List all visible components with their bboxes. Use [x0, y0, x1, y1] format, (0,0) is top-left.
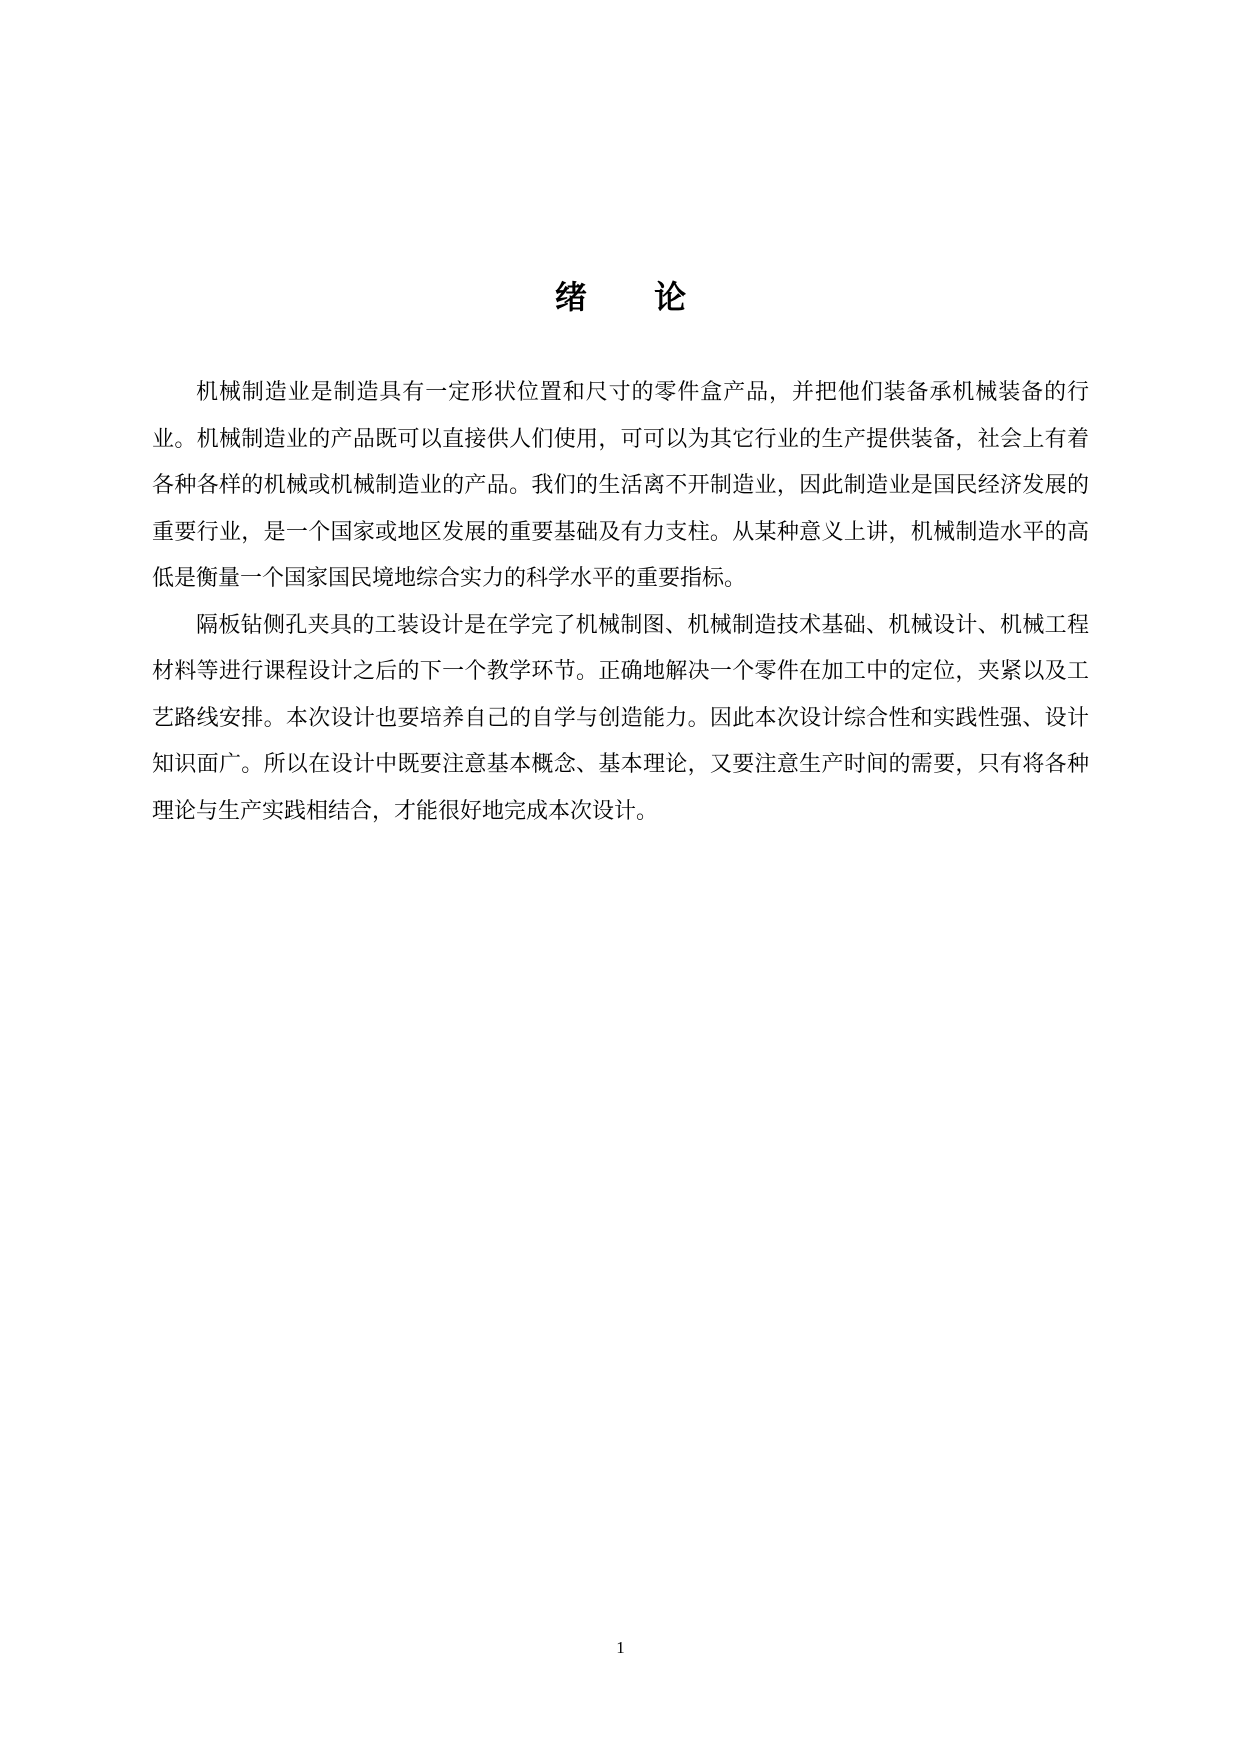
body-text — [152, 370, 1089, 835]
page-title: 绪 论 — [554, 278, 715, 317]
page-number: 1 — [616, 1638, 625, 1657]
paragraph-1: 机械制造业是制造具有一定形状位置和尺寸的零件盒产品，并把他们装备承机械装备的行业。机械制造业的产品既可以直接供人们使用，可可以为其它行业的生产提供装备，社会上有着各种各样的机械或机械制造业的产品。我们的生活离不开制造业，因此制造业是国民经济发展的重要行业，是一个国家或地区发展的重要基础及有力支柱。从某种意义上讲，机械制造水平的高低是衡量一个国家国民境地综合实力的科学水平的重要指标。 — [152, 380, 1089, 591]
paragraph-2: 隔板钻侧孔夹具的工装设计是在学完了机械制图、机械制造技术基础、机械设计、机械工程材料等进行课程设计之后的下一个教学环节。正确地解决一个零件在加工中的定位，夹紧以及工艺路线安排。本次设计也要培养自己的自学与创造能力。因此本次设计综合性和实践性强、设计知识面广。所以在设计中既要注意基本概念、基本理论，又要注意生产时间的需要，只有将各种理论与生产实践相结合，才能很好地完成本次设计。 — [152, 612, 1089, 824]
